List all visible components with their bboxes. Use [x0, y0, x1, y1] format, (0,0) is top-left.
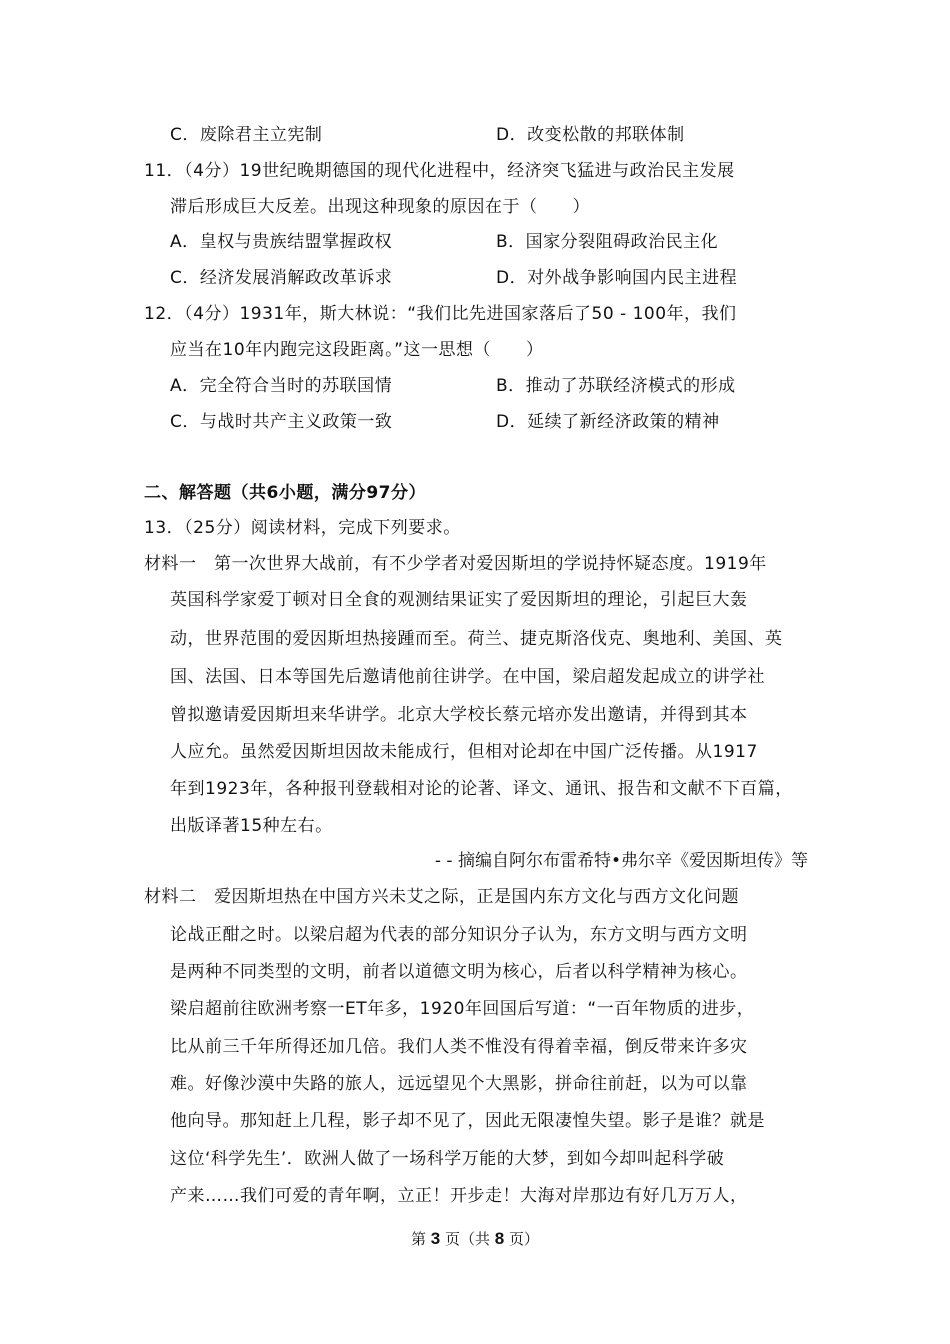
q11-stem-line1: 11．（4分）19世纪晚期德国的现代化进程中，经济突飞猛进与政治民主发展: [144, 161, 735, 181]
q12-option-a: A．完全符合当时的苏联国情: [170, 376, 393, 396]
material2-line: 是两种不同类型的文明，前者以道德文明为核心，后者以科学精神为核心。: [170, 962, 748, 982]
q12-option-d: D．延续了新经济政策的精神: [496, 412, 720, 432]
q13-intro: 13．（25分）阅读材料，完成下列要求。: [144, 518, 461, 538]
material1-source: - - 摘编自阿尔布雷希特•弗尔辛《爱因斯坦传》等: [434, 851, 808, 871]
material1-line: 人应允。虽然爱因斯坦因故未能成行，但相对论却在中国广泛传播。从1917: [170, 742, 758, 762]
material1-line: 英国科学家爱丁顿对日全食的观测结果证实了爱因斯坦的理论，引起巨大轰: [170, 590, 748, 610]
footer-page-number: 3: [430, 1229, 441, 1248]
material2-line: 产来……我们可爱的青年啊，立正！开步走！大海对岸那边有好几万万人，: [170, 1186, 748, 1206]
q12-stem-line1: 12．（4分）1931年，斯大林说：“我们比先进国家落后了50 - 100年，我们: [144, 304, 737, 324]
q11-option-c: C．经济发展消解政改革诉求: [170, 268, 393, 288]
material2-line: 材料二 爱因斯坦热在中国方兴未艾之际，正是国内东方文化与西方文化问题: [144, 887, 739, 907]
section-heading: 二、解答题（共6小题，满分97分）: [144, 483, 426, 503]
footer-total-pages: 8: [494, 1229, 505, 1248]
material2-line: 难。好像沙漠中失路的旅人，远远望见个大黑影，拼命往前赶，以为可以靠: [170, 1074, 748, 1094]
q10-option-d: D．改变松散的邦联体制: [496, 125, 685, 145]
q11-option-a: A．皇权与贵族结盟掌握政权: [170, 232, 393, 252]
footer-middle: 页（共: [444, 1230, 490, 1248]
q11-option-d: D．对外战争影响国内民主进程: [496, 268, 738, 288]
material1-line: 出版译著15种左右。: [170, 816, 333, 836]
q12-option-c: C．与战时共产主义政策一致: [170, 412, 393, 432]
material1-line: 年到1923年，各种报刊登载相对论的论著、译文、通讯、报告和文献不下百篇，: [170, 779, 793, 799]
q11-stem-line2: 滞后形成巨大反差。出现这种现象的原因在于（ ）: [170, 197, 590, 217]
material1-line: 曾拟邀请爱因斯坦来华讲学。北京大学校长蔡元培亦发出邀请，并得到其本: [170, 705, 748, 725]
material2-line: 比从前三千年所得还加几倍。我们人类不惟没有得着幸福，倒反带来许多灾: [170, 1037, 748, 1057]
page-footer: [0, 1229, 950, 1249]
q11-option-b: B．国家分裂阻碍政治民主化: [496, 232, 719, 252]
material2-line: 他向导。那知赶上几程，影子却不见了，因此无限凄惶失望。影子是谁？就是: [170, 1111, 765, 1131]
material2-line: 这位‘科学先生’．欧洲人做了一场科学万能的大梦，到如今却叫起科学破: [170, 1149, 725, 1169]
material2-line: 论战正酣之时。以梁启超为代表的部分知识分子认为，东方文明与西方文明: [170, 925, 748, 945]
material2-line: 梁启超前往欧洲考察一ET年多，1920年回国后写道：“一百年物质的进步，: [170, 999, 755, 1019]
material1-line: 国、法国、日本等国先后邀请他前往讲学。在中国，梁启超发起成立的讲学社: [170, 667, 765, 687]
footer-prefix: 第: [410, 1230, 426, 1248]
material1-line: 材料一 第一次世界大战前，有不少学者对爱因斯坦的学说持怀疑态度。1919年: [144, 554, 767, 574]
q12-option-b: B．推动了苏联经济模式的形成: [496, 376, 736, 396]
footer-suffix: 页）: [509, 1230, 540, 1248]
q12-stem-line2: 应当在10年内跑完这段距离。”这一思想（ ）: [170, 340, 544, 360]
q10-option-c: C．废除君主立宪制: [170, 125, 323, 145]
material1-line: 动，世界范围的爱因斯坦热接踵而至。荷兰、捷克斯洛伐克、奥地利、美国、英: [170, 629, 783, 649]
